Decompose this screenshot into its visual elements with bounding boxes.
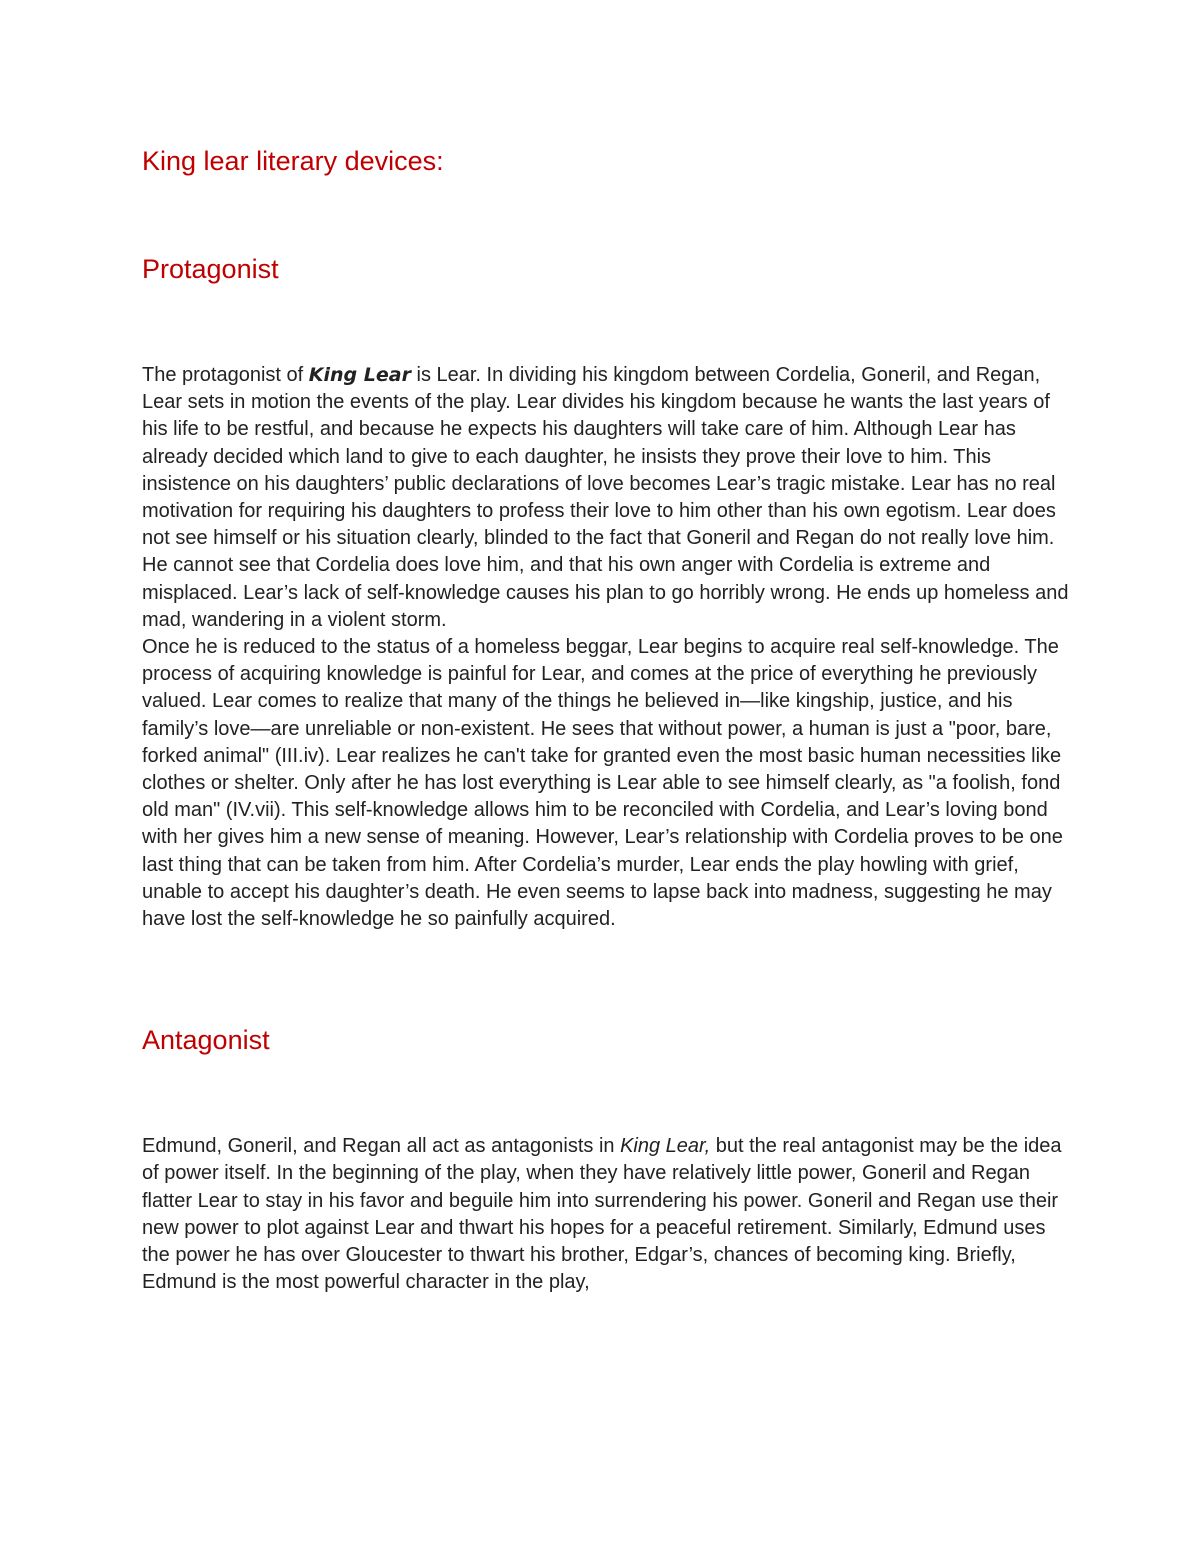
- antagonist-paragraph-1-lead: Edmund, Goneril, and Regan all act as antagonists in: [142, 1135, 621, 1158]
- protagonist-paragraph-1: [142, 362, 1072, 634]
- play-title-italic: King Lear: [308, 364, 411, 386]
- document-title: King lear literary devices:: [142, 146, 444, 176]
- protagonist-heading: Protagonist: [142, 254, 279, 284]
- antagonist-heading: Antagonist: [142, 1025, 270, 1056]
- antagonist-paragraph-1: [142, 1133, 1072, 1296]
- protagonist-paragraph-1-rest: is Lear. In dividing his kingdom between Cordelia, Goneril, and Regan, Lear sets in motion the events of the play. Lear divides his kingdom because he wants the last years of his life to be restful, and because he expects his daughters will take care of him. Although Lear has already decided which land to give to each daughter, he insists they prove their love to him. This insistence on his daughters’ public declarations of love becomes Lear’s tragic mistake. Lear has no real motivation for requiring his daughters to profess their love to him other than his own egotism. Lear does not see himself or his situation clearly, blinded to the fact that Goneril and Regan do not really love him. He cannot see that Cordelia does love him, and that his own anger with Cordelia is extreme and misplaced. Lear’s lack of self-knowledge causes his plan to go horribly wrong. He ends up homeless and mad, wandering in a violent storm.: [142, 364, 1069, 631]
- protagonist-paragraph-1-lead: The protagonist of: [142, 364, 309, 386]
- protagonist-paragraph-2: Once he is reduced to the status of a homeless beggar, Lear begins to acquire real self-knowledge. The process of acquiring knowledge is painful for Lear, and comes at the price of everything he previously valued. Lear comes to realize that many of the things he believed in—like kingship, justice, and his family’s love—are unreliable or non-existent. He sees that without power, a human is just a "poor, bare, forked animal" (III.iv). Lear realizes he can't take for granted even the most basic human necessities like clothes or shelter. Only after he has lost everything is Lear able to see himself clearly, as "a foolish, fond old man" (IV.vii). This self-knowledge allows him to be reconciled with Cordelia, and Lear’s loving bond with her gives him a new sense of meaning. However, Lear’s relationship with Cordelia proves to be one last thing that can be taken from him. After Cordelia’s murder, Lear ends the play howling with grief, unable to accept his daughter’s death. He even seems to lapse back into madness, suggesting he may have lost the self-knowledge he so painfully acquired.: [142, 636, 1063, 931]
- antagonist-paragraph-1-rest: but the real antagonist may be the idea of power itself. In the beginning of the play, when they have relatively little power, Goneril and Regan flatter Lear to stay in his favor and beguile him into surrendering his power. Goneril and Regan use their new power to plot against Lear and thwart his hopes for a peaceful retirement. Similarly, Edmund uses the power he has over Gloucester to thwart his brother, Edgar’s, chances of becoming king. Briefly, Edmund is the most powerful character in the play,: [142, 1135, 1062, 1294]
- document-body: [142, 140, 1072, 1296]
- play-title-italic: King Lear,: [620, 1135, 711, 1158]
